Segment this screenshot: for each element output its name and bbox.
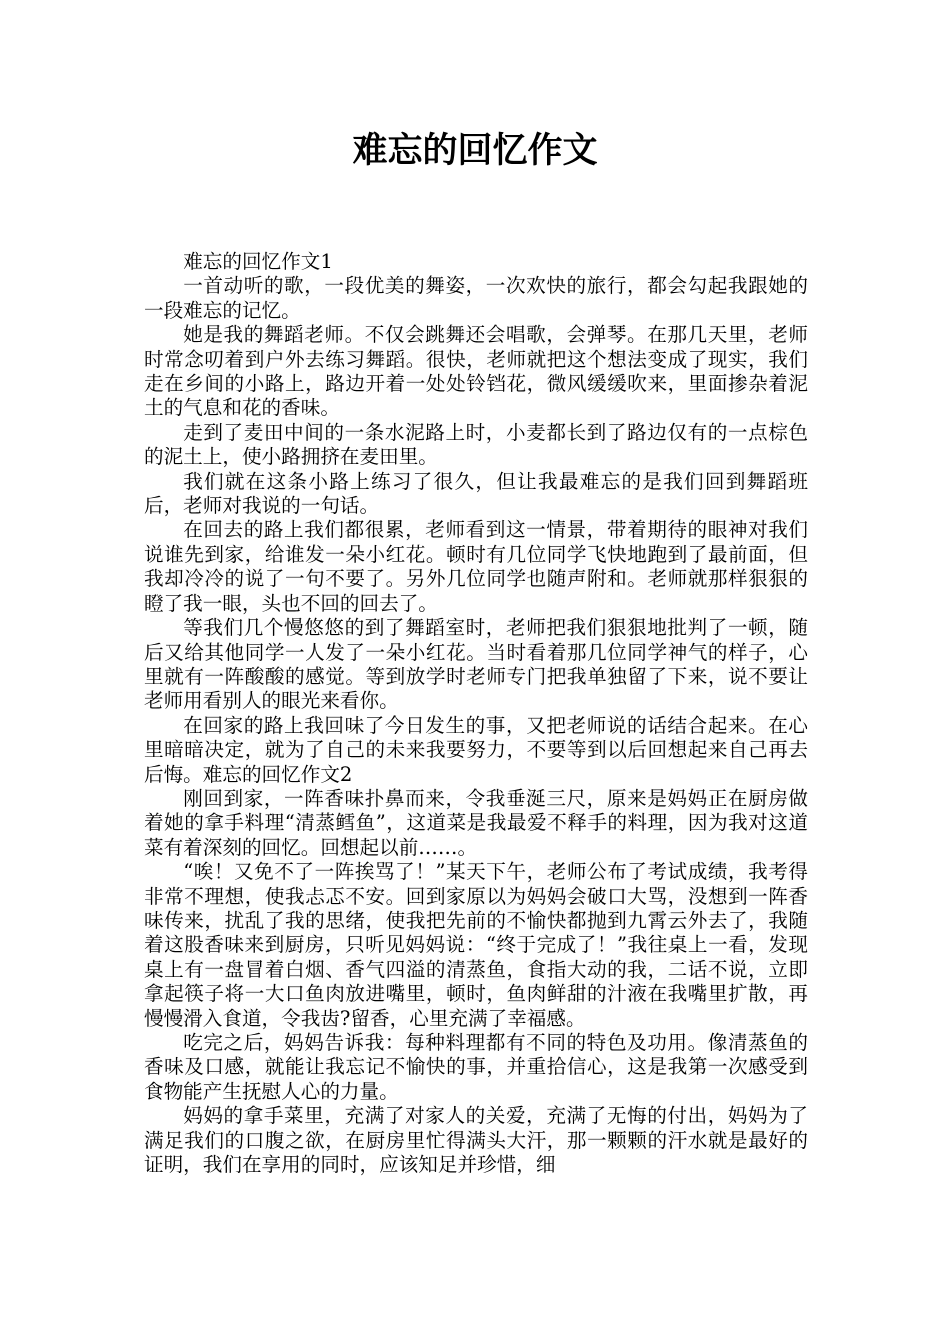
paragraph: 难忘的回忆作文1 — [183, 250, 333, 273]
paragraph: 妈妈的拿手菜里，充满了对家人的关爱，充满了无悔的付出，妈妈为了满足我们的口腹之欲，在厨房里忙得满头大汗，那一颗颗的汗水就是最好的证明，我们在享用的同时，应该知足并珍惜，细 — [144, 1104, 808, 1177]
paragraph: “唉！又免不了一阵挨骂了！”某天下午，老师公布了考试成绩，我考得非常不理想，使我忐忑不安。回到家原以为妈妈会破口大骂，没想到一阵香味传来，扰乱了我的思绪，使我把先前的不愉快都抛到九霄云外去了，我随着这股香味来到厨房，只听见妈妈说：“终于完成了！”我往桌上一看，发现桌上有一盘冒着白烟、香气四溢的清蒸鱼，食指大动的我，二话不说，立即拿起筷子将一大口鱼肉放进嘴里，顿时，鱼肉鲜甜的汁液在我嘴里扩散，再慢慢滑入食道，令我齿?留香，心里充满了幸福感。 — [144, 860, 808, 1030]
document-body — [144, 250, 808, 1177]
paragraph: 刚回到家，一阵香味扑鼻而来，令我垂涎三尺，原来是妈妈正在厨房做着她的拿手料理“清蒸鳕鱼”，这道菜是我最爱不释手的料理，因为我对这道菜有着深刻的回忆。回想起以前……。 — [144, 786, 808, 859]
paragraph: 在回家的路上我回味了今日发生的事，又把老师说的话结合起来。在心里暗暗决定，就为了自己的未来我要努力，不要等到以后回想起来自己再去后悔。难忘的回忆作文2 — [144, 713, 808, 786]
document-title: 难忘的回忆作文 — [352, 131, 598, 171]
paragraph: 走到了麦田中间的一条水泥路上时，小麦都长到了路边仅有的一点棕色的泥土上，使小路拥挤在麦田里。 — [144, 420, 808, 469]
paragraph: 等我们几个慢悠悠的到了舞蹈室时，老师把我们狠狠地批判了一顿，随后又给其他同学一人发了一朵小红花。当时看着那几位同学神气的样子，心里就有一阵酸酸的感觉。等到放学时老师专门把我单独留了下来，说不要让老师用看别人的眼光来看你。 — [144, 616, 808, 713]
paragraph: 一首动听的歌，一段优美的舞姿，一次欢快的旅行，都会勾起我跟她的一段难忘的记忆。 — [144, 274, 808, 322]
paragraph: 我们就在这条小路上练习了很久，但让我最难忘的是我们回到舞蹈班后，老师对我说的一句话。 — [144, 469, 808, 518]
paragraph: 吃完之后，妈妈告诉我：每种料理都有不同的特色及功用。像清蒸鱼的香味及口感，就能让我忘记不愉快的事，并重拾信心，这是我第一次感受到食物能产生抚慰人心的力量。 — [144, 1031, 808, 1103]
paragraph: 她是我的舞蹈老师。不仅会跳舞还会唱歌，会弹琴。在那几天里，老师时常念叨着到户外去练习舞蹈。很快，老师就把这个想法变成了现实，我们走在乡间的小路上，路边开着一处处铃铛花，微风缓缓吹来，里面掺杂着泥土的气息和花的香味。 — [144, 323, 808, 420]
paragraph: 在回去的路上我们都很累，老师看到这一情景，带着期待的眼神对我们说谁先到家，给谁发一朵小红花。顿时有几位同学飞快地跑到了最前面，但我却冷冷的说了一句不要了。另外几位同学也随声附和。老师就那样狠狠的瞪了我一眼，头也不回的回去了。 — [144, 518, 808, 615]
